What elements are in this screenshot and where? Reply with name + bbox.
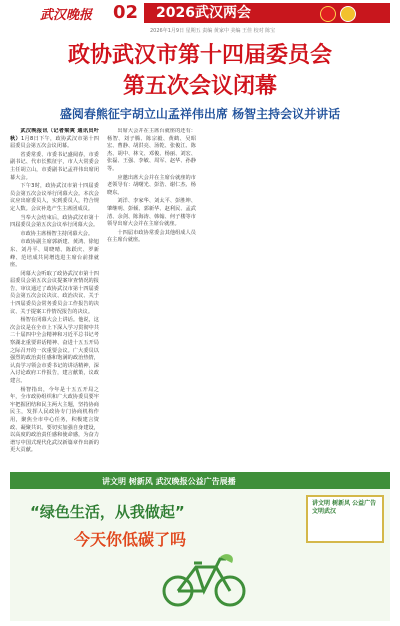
public-service-photo [10,472,390,621]
article-paragraph [107,230,196,245]
paragraph-text: 十四届市政协常委会其他组成人员在主席台就座。 [107,229,196,244]
article-paragraph [10,239,99,269]
photo-banner-text: 讲文明 树新风 武汉晚报公益广告展播 [102,477,236,486]
article-paragraph [10,231,99,239]
slogan-line-1: “绿色生活，从我做起” [30,503,185,521]
article-paragraph [10,317,99,385]
headline-line-1: 政协武汉市第十四届委员会 [67,43,332,68]
article-paragraph [10,215,99,230]
paragraph-text: 应邀出席大会并在主席台就座的市老领导有：胡曙光、彭浩、谢仁杰、杨晓东。 [107,174,196,196]
article-paragraph [107,198,196,228]
national-emblem-icon [340,6,356,22]
paragraph-text: 出席大会并在主席台就座的还有：杨智、刘子腾、陈宗毅、黄鹤、吴昭宏、曹静、胡洪亮、汤乾、张俊江、陈杰、胡中、林文、邓俊、杨丽、刘宏、张磊、王强、李敏、周军、赵华、孙静等。 [107,128,196,172]
dateline: 2026年1月9日 星期五 责编 黄家中 美编 王佳 校对 陈宝 [150,28,276,34]
paragraph-text: 1月8日下午，政协武汉市第十四届委员会第五次会议闭幕。 [10,135,99,150]
paragraph-text: 当奉大会结束后，政协武汉市第十四届委员会第五次会议举行闭幕大会。 [10,214,99,229]
paragraph-text: 杨智指出，今年是十五五开局之年，全市政协组织和广大政协委员要牢牢把握团结和民主两大主题，坚持协商民主，发挥人民政协专门协商机构作用，聚焦全市中心任务，积极建言资政、凝聚共识。要切实加强自身建设，以高度的政治责任感和使命感，为奋力谱写中国式现代化武汉新篇章作出新的更大贡献。 [10,386,99,454]
paragraph-text: 省委常委、市委书记盛阅春，市委副书记、代市长熊征宇，市人大常委会主任胡立山，市委副书记孟祥伟出席闭幕大会。 [10,151,99,181]
article-paragraph [10,183,99,213]
article-paragraph [10,271,99,317]
paragraph-text: 市政协副主席郭新建、黄鸿、徐旭东、刘丹平、周晓晴、陈跃庆、罗新峰、范培成共同增选进主席台前排就座。 [10,239,99,269]
masthead [0,0,400,28]
bicycle-icon [160,553,250,609]
article-paragraph [10,128,99,151]
paragraph-text: 刘洋、李家华、刘太平、彭胜坤、肇继明、彭倾、郭新华、赵利民、孟武清、余剑、陈海涛、韩翰、何子楼等市领导出席大会并在主席台就座。 [107,198,196,228]
paragraph-text: 闭幕大会听取了政协武汉市第十四届委员会第五次会议提案审查情况的报告，审议通过了政协武汉市第十四届委员会第五次会议决议、政治决议、关于十四届委员会常务委员会工作报告的决议、关于提案工作情况报告的决议。 [10,270,99,315]
billboard-text: 讲文明 树新风 公益广告 文明武汉 [312,500,377,515]
photo-banner [10,475,390,489]
billboard-sign [306,495,384,543]
page-number: 02 [113,2,139,23]
article-paragraph [10,387,99,455]
article-subtitle: 盛阅春熊征宇胡立山孟祥伟出席 杨智主持会议并讲话 [59,107,341,121]
section-title: 2026武汉两会 [156,5,251,21]
article-headline [0,40,400,102]
article-paragraph [107,175,196,198]
article-paragraph [10,152,99,182]
article-paragraph [107,128,196,174]
paragraph-text: 杨智在闭幕大会上讲话。他说，这次会议是在全市上下深入学习贯彻中共二十届四中全会精神和习近平总书记考察湖北重要讲话精神、奋进十五五开局之际召开的一次重要会议。广大委员以强烈的政治责任感和饱满的政治热情，认真学习领会市委书记的讲话精神，深入讨论政府工作报告，建言献策，议政建言。 [10,317,99,384]
party-emblem-icon [320,6,336,22]
paper-name: 武汉晚报 [40,8,93,23]
paragraph-text: 市政协主席杨智主持闭幕大会。 [20,230,94,237]
paragraph-text: 下午3时，政协武汉市第十四届委员会第五次会议举行闭幕大会。本次会议应出席委员人，实到委员人，符合规定人数。会议补选产生主席团成员。 [10,183,99,212]
article-body [10,128,390,468]
slogan-line-2: 今天你低碳了吗 [74,530,187,549]
byline: 武汉晚报讯（记者梁爽 通讯员叶秋） [10,128,99,142]
headline-line-2: 第五次会议闭幕 [122,74,277,99]
